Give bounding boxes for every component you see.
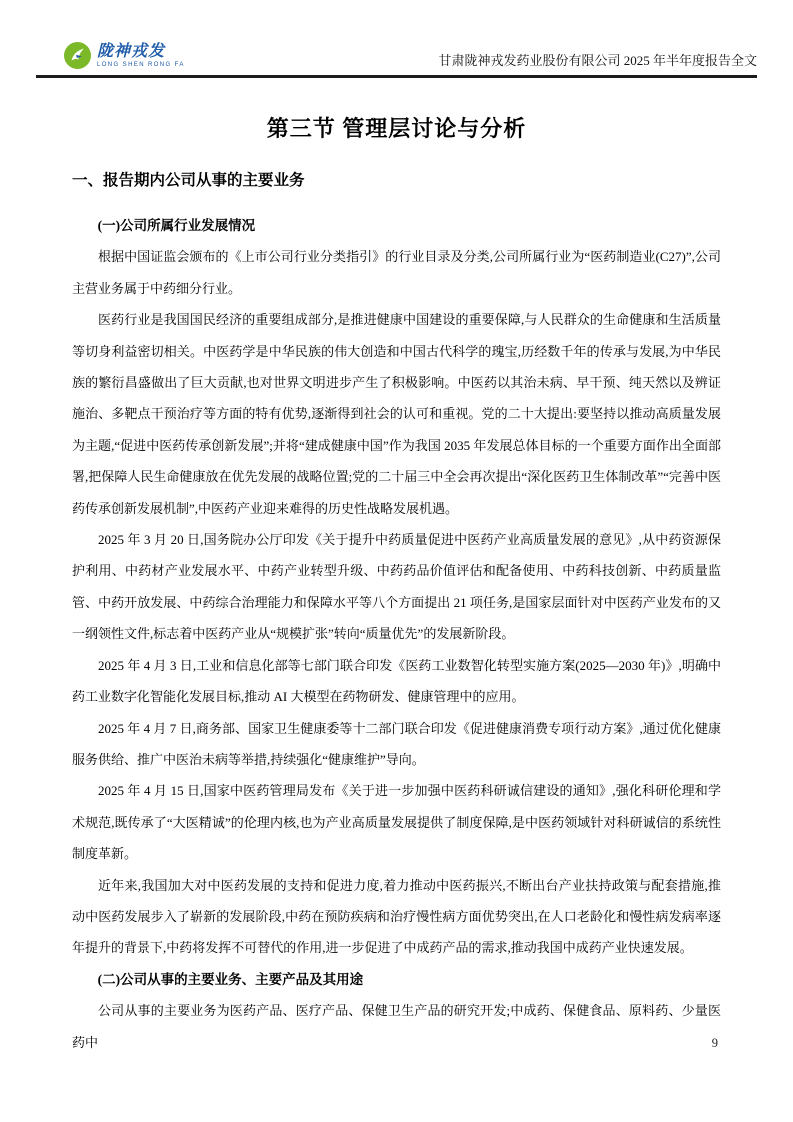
body-paragraph: 2025 年 3 月 20 日,国务院办公厅印发《关于提升中药质量促进中医药产业高质量发展的意见》,从中药资源保护利用、中药材产业发展水平、中药产业转型升级、中药药品价值评估和配备使用、中药科技创新、中药质量监管、中药开放发展、中药综合治理能力和保障水平等八个方面提出 21 项任务,是国家层面针对中医药产业发布的又一纲领性文件,标志着中医药产业从“规模扩张”转向“质量优先”的发展新阶段。 xyxy=(72,532,721,642)
section-title: 第三节 管理层讨论与分析 xyxy=(266,116,527,141)
body-paragraph: 2025 年 4 月 7 日,商务部、国家卫生健康委等十二部门联合印发《促进健康消费专项行动方案》,通过优化健康服务供给、推广中医治未病等举措,持续强化“健康维护”导向。 xyxy=(72,720,721,767)
body-paragraph: 公司从事的主要业务为医药产品、医疗产品、保健卫生产品的研究开发;中成药、保健食品、原料药、少量医药中 xyxy=(72,1003,721,1050)
body-paragraph: 2025 年 4 月 15 日,国家中医药管理局发布《关于进一步加强中医药科研诚信建设的通知》,强化科研伦理和学术规范,既传承了“大医精诚”的伦理内核,也为产业高质量发展提供了制度保障,是中医药领域针对科研诚信的系统性制度革新。 xyxy=(72,783,721,862)
heading-main-business: 一、报告期内公司从事的主要业务 xyxy=(72,172,305,189)
company-logo-icon xyxy=(64,42,91,69)
page-number: 9 xyxy=(711,1036,718,1050)
brand-name-cn: 陇神戎发 xyxy=(97,42,166,60)
subheading-main-products: (二)公司从事的主要业务、主要产品及其用途 xyxy=(97,971,364,987)
company-logo-text xyxy=(97,44,185,68)
company-logo xyxy=(64,42,185,69)
brand-name-en: LONG SHEN RONG FA xyxy=(97,61,185,68)
body-paragraph: 近年来,我国加大对中医药发展的支持和促进力度,着力推动中医药振兴,不断出台产业扶持政策与配套措施,推动中医药发展步入了崭新的发展阶段,中药在预防疾病和治疗慢性病方面优势突出,在人口老龄化和慢性病发病率逐年提升的背景下,中药将发挥不可替代的作用,进一步促进了中成药产品的需求,推动我国中成药产业快速发展。 xyxy=(72,877,721,956)
body-paragraph: 医药行业是我国国民经济的重要组成部分,是推进健康中国建设的重要保障,与人民群众的生命健康和生活质量等切身利益密切相关。中医药学是中华民族的伟大创造和中国古代科学的瑰宝,历经数千年的传承与发展,为中华民族的繁衍昌盛做出了巨大贡献,也对世界文明进步产生了积极影响。中医药以其治未病、早干预、纯天然以及辨证施治、多靶点干预治疗等方面的特有优势,逐渐得到社会的认可和重视。党的二十大提出:要坚持以推动高质量发展为主题,“促进中医药传承创新发展”;并将“建成健康中国”作为我国 2035 年发展总体目标的一个重要方面作出全面部署,把保障人民生命健康放在优先发展的战略位置;党的二十届三中全会再次提出“深化医药卫生体制改革”“完善中医药传承创新发展机制”,中医药产业迎来难得的历史性战略发展机遇。 xyxy=(72,312,721,516)
document-body xyxy=(72,77,721,1058)
subheading-industry-development: (一)公司所属行业发展情况 xyxy=(97,218,256,233)
header-document-title: 甘肃陇神戎发药业股份有限公司 2025 年半年度报告全文 xyxy=(438,53,757,68)
body-paragraph: 根据中国证监会颁布的《上市公司行业分类指引》的行业目录及分类,公司所属行业为“医药制造业(C27)”,公司主营业务属于中药细分行业。 xyxy=(72,249,721,296)
body-paragraph: 2025 年 4 月 3 日,工业和信息化部等七部门联合印发《医药工业数智化转型实施方案(2025—2030 年)》,明确中药工业数字化智能化发展目标,推动 AI 大模型在药物研发、健康管理中的应用。 xyxy=(72,657,721,705)
page-header xyxy=(36,0,757,78)
